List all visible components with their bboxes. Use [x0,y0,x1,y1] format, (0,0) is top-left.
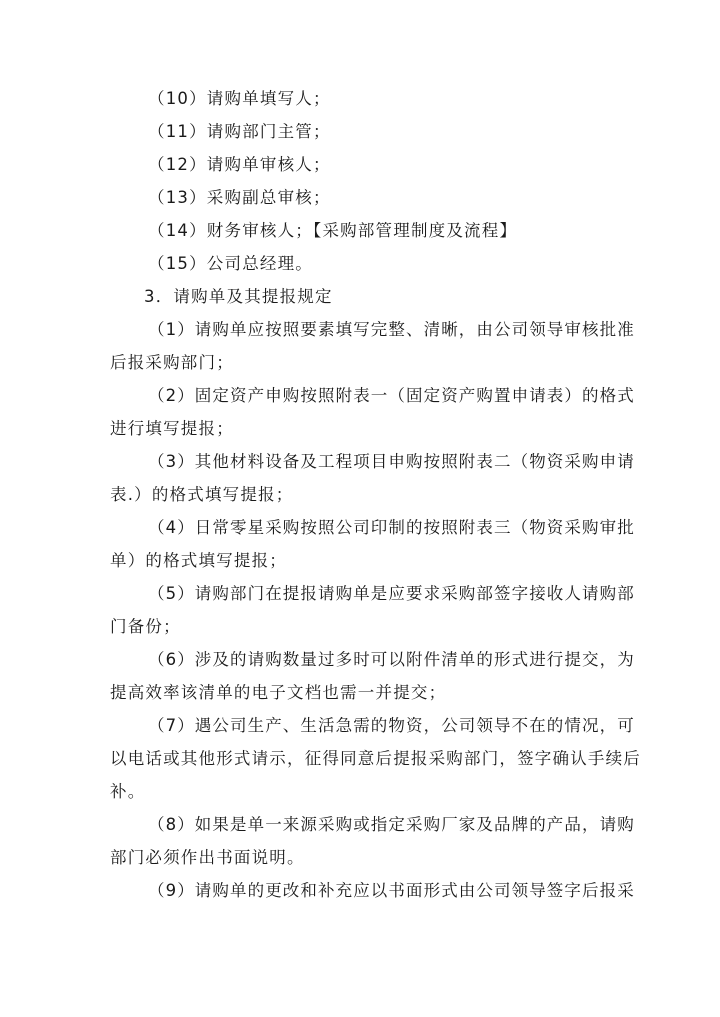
paragraph-6-line-2: 提高效率该清单的电子文档也需一并提交； [110,683,447,702]
paragraph-9-line-1: （9）请购单的更改和补充应以书面形式由公司领导签字后报采 [148,881,635,900]
paragraph-7-line-1: （7）遇公司生产、生活急需的物资，公司领导不在的情况，可 [148,716,635,735]
list-item-12: （12）请购单审核人； [148,155,331,174]
paragraph-3-line-1: （3）其他材料设备及工程项目申购按照附表二（物资采购申请 [148,452,635,471]
list-item-13: （13）采购副总审核； [148,188,331,207]
list-item-14: （14）财务审核人；【采购部管理制度及流程】 [148,221,518,240]
paragraph-4-line-2: 单）的格式填写提报； [110,551,287,570]
paragraph-5-line-1: （5）请购部门在提报请购单是应要求采购部签字接收人请购部 [148,584,635,603]
paragraph-2-line-2: 进行填写提报； [110,419,234,438]
paragraph-1-line-1: （1）请购单应按照要素填写完整、清晰，由公司领导审核批准 [148,320,635,339]
paragraph-8-line-1: （8）如果是单一来源采购或指定采购厂家及品牌的产品，请购 [148,815,635,834]
paragraph-5-line-2: 门备份； [110,617,181,636]
paragraph-1-line-2: 后报采购部门； [110,353,234,372]
paragraph-7-line-3: 补。 [110,782,146,801]
paragraph-6-line-1: （6）涉及的请购数量过多时可以附件清单的形式进行提交，为 [148,650,635,669]
paragraph-7-line-2: 以电话或其他形式请示，征得同意后提报采购部门，签字确认手续后 [110,749,641,768]
list-item-11: （11）请购部门主管； [148,122,331,141]
list-item-15: （15）公司总经理。 [148,254,313,273]
paragraph-8-line-2: 部门必须作出书面说明。 [110,848,305,867]
paragraph-4-line-1: （4）日常零星采购按照公司印制的按照附表三（物资采购审批 [148,518,635,537]
paragraph-3-line-2: 表.）的格式填写提报； [110,485,294,504]
list-item-10: （10）请购单填写人； [148,89,331,108]
paragraph-2-line-1: （2）固定资产申购按照附表一（固定资产购置申请表）的格式 [148,386,635,405]
section-heading: 3．请购单及其提报规定 [144,287,333,306]
